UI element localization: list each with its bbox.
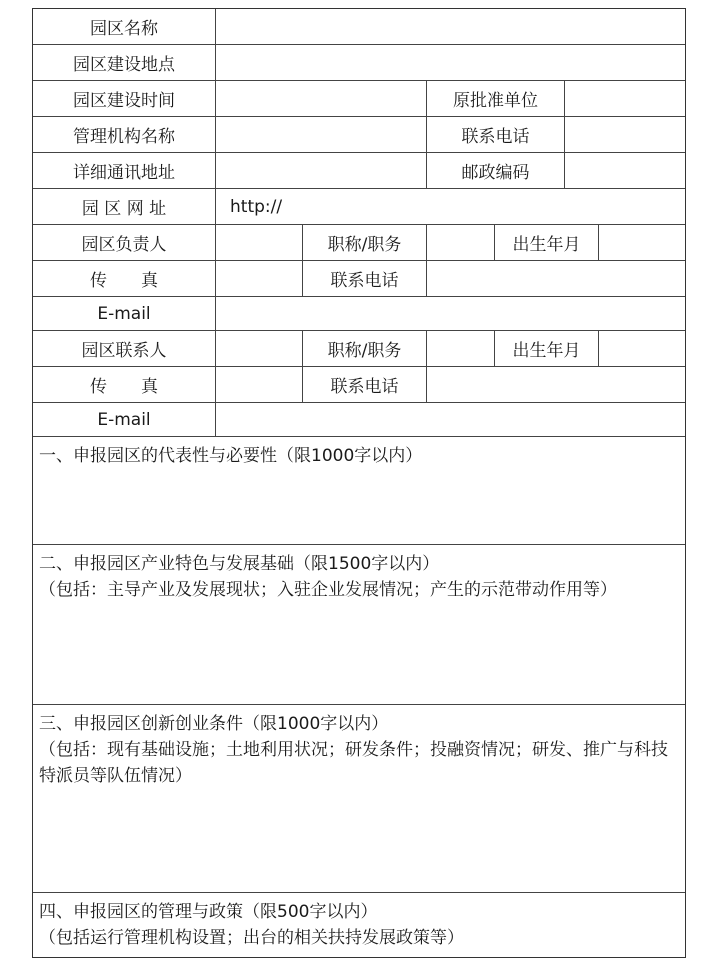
label-fax: 传 真 <box>33 261 216 296</box>
field-birth[interactable] <box>599 225 687 260</box>
field-phone-2[interactable] <box>427 367 687 402</box>
row-park-location <box>33 45 685 81</box>
section-4-title: 四、申报园区的管理与政策（限500字以内） <box>39 902 378 922</box>
label-address: 详细通讯地址 <box>33 153 216 188</box>
field-leader[interactable] <box>216 225 303 260</box>
section-2-title: 二、申报园区产业特色与发展基础（限1500字以内） <box>39 554 440 574</box>
section-2-note: （包括：主导产业及发展现状；入驻企业发展情况；产生的示范带动作用等） <box>39 580 617 600</box>
label-leader: 园区负责人 <box>33 225 216 260</box>
section-3-note: （包括：现有基础设施；土地利用状况；研发条件；投融资情况；研发、推广与科技特派员等队伍情况） <box>39 740 668 786</box>
label-postcode: 邮政编码 <box>427 153 565 188</box>
label-mgmt-name: 管理机构名称 <box>33 117 216 152</box>
field-contact-person[interactable] <box>216 331 303 366</box>
row-fax <box>33 261 685 297</box>
label-email-2: E-mail <box>33 403 216 436</box>
row-website <box>33 189 685 225</box>
label-birth-2: 出生年月 <box>495 331 599 366</box>
field-phone[interactable] <box>427 261 687 296</box>
field-title-position-2[interactable] <box>427 331 495 366</box>
field-email[interactable] <box>216 297 687 330</box>
section-representativeness[interactable] <box>33 437 685 545</box>
label-park-name: 园区名称 <box>33 9 216 44</box>
field-postcode[interactable] <box>565 153 687 188</box>
section-management-policy[interactable] <box>33 893 685 956</box>
row-mgmt-name <box>33 117 685 153</box>
section-industry-features[interactable] <box>33 545 685 705</box>
label-phone-2: 联系电话 <box>303 367 427 402</box>
field-park-name[interactable] <box>216 9 687 44</box>
label-park-time: 园区建设时间 <box>33 81 216 116</box>
section-1-title: 一、申报园区的代表性与必要性（限1000字以内） <box>39 446 423 466</box>
row-email-2 <box>33 403 685 437</box>
row-park-name <box>33 9 685 45</box>
field-fax-2[interactable] <box>216 367 303 402</box>
field-email-2[interactable] <box>216 403 687 436</box>
field-park-time[interactable] <box>216 81 427 116</box>
label-contact-person: 园区联系人 <box>33 331 216 366</box>
label-title-position: 职称/职务 <box>303 225 427 260</box>
label-park-location: 园区建设地点 <box>33 45 216 80</box>
section-4-note: （包括运行管理机构设置；出台的相关扶持发展政策等） <box>39 928 464 948</box>
row-fax-2 <box>33 367 685 403</box>
field-contact-phone[interactable] <box>565 117 687 152</box>
field-approval-unit[interactable] <box>565 81 687 116</box>
field-title-position[interactable] <box>427 225 495 260</box>
field-park-location[interactable] <box>216 45 687 80</box>
field-address[interactable] <box>216 153 427 188</box>
field-mgmt-name[interactable] <box>216 117 427 152</box>
label-contact-phone: 联系电话 <box>427 117 565 152</box>
row-email <box>33 297 685 331</box>
label-title-position-2: 职称/职务 <box>303 331 427 366</box>
row-address <box>33 153 685 189</box>
label-approval-unit: 原批准单位 <box>427 81 565 116</box>
label-fax-2: 传 真 <box>33 367 216 402</box>
section-innovation-conditions[interactable] <box>33 705 685 893</box>
row-leader <box>33 225 685 261</box>
label-phone: 联系电话 <box>303 261 427 296</box>
row-park-time <box>33 81 685 117</box>
field-website[interactable]: http:// <box>230 196 283 217</box>
field-birth-2[interactable] <box>599 331 687 366</box>
label-birth: 出生年月 <box>495 225 599 260</box>
section-3-title: 三、申报园区创新创业条件（限1000字以内） <box>39 714 389 734</box>
row-contact-person <box>33 331 685 367</box>
label-website: 园 区 网 址 <box>33 189 216 224</box>
application-form <box>32 8 686 958</box>
field-fax[interactable] <box>216 261 303 296</box>
label-email: E-mail <box>33 297 216 330</box>
